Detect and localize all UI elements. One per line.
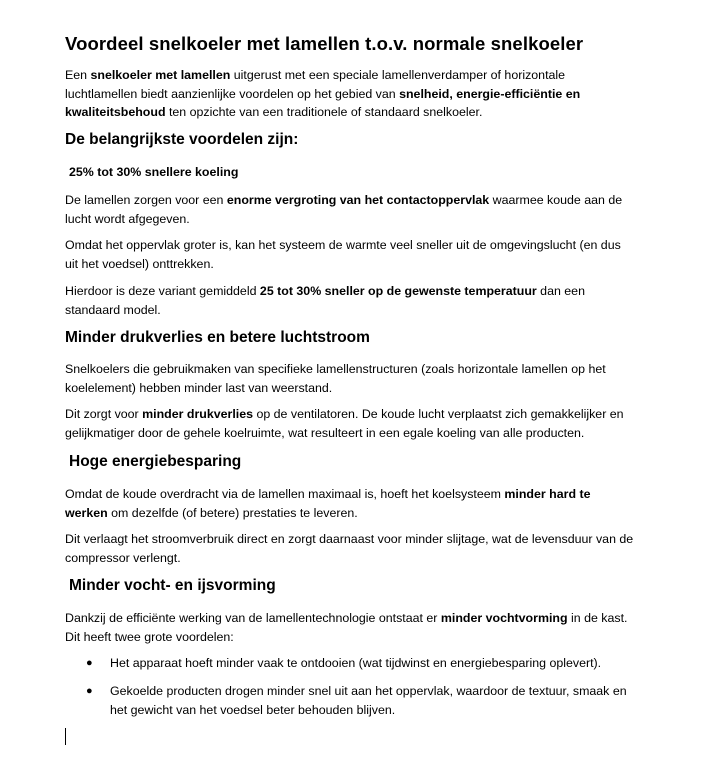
text-run: om dezelfde (of betere) prestaties te leveren. — [107, 505, 358, 520]
section1-paragraph-2: Omdat het oppervlak groter is, kan het systeem de warmte veel sneller uit de omgevingslucht (en dus uit het voedsel) onttrekken. — [65, 238, 621, 271]
list-item-text: Gekoelde producten drogen minder snel uit aan het oppervlak, waardoor de textuur, smaak en het gewicht van het voedsel beter behouden blijven. — [110, 684, 627, 717]
list-item-text: Het apparaat hoeft minder vaak te ontdooien (wat tijdwinst en energiebesparing oplevert). — [110, 656, 602, 670]
text-cursor — [65, 728, 66, 745]
section1-paragraph-1 — [65, 191, 635, 228]
text-run: dan een standaard model. — [65, 284, 585, 317]
text-run: in de kast. Dit heeft twee grote voordelen: — [65, 611, 628, 644]
bold-run: 25% tot 30% snellere koeling — [69, 165, 239, 179]
text-run: uitgerust met een speciale lamellenverdamper of horizontale luchtlamellen biedt aanzienlijke voordelen op het gebied van — [65, 68, 566, 101]
section2-paragraph-1: Snelkoelers die gebruikmaken van specifieke lamellenstructuren (zoals horizontale lamellen op het koelelement) hebben minder last van weerstand. — [65, 362, 606, 395]
bold-run: minder hard te werken — [65, 487, 591, 520]
bold-run: minder vochtvorming — [440, 611, 568, 625]
bullet-icon: ● — [86, 685, 93, 697]
text-run: op de ventilatoren. De koude lucht verplaatst zich gemakkelijker en gelijkmatiger door de gehele koelruimte, wat resulteert in een egale koeling van alle producten. — [65, 407, 624, 440]
section4-paragraph-1 — [65, 609, 635, 646]
text-run: Omdat de koude overdracht via de lamellen maximaal is, hoeft het koelsysteem — [65, 487, 505, 501]
section3-paragraph-1 — [65, 485, 635, 522]
bold-run: snelheid, energie-efficiëntie en kwaliteitsbehoud — [65, 86, 581, 119]
bold-run: minder drukverlies — [142, 407, 253, 421]
intro-paragraph — [65, 66, 635, 122]
bullet-icon: ● — [86, 657, 93, 669]
text-run: De lamellen zorgen voor een — [65, 193, 227, 207]
section1-paragraph-3 — [65, 282, 635, 319]
advantages-heading: De belangrijkste voordelen zijn: — [65, 131, 299, 148]
bold-run: enorme vergroting van het contactoppervlak — [226, 193, 490, 207]
section1-subheading — [69, 163, 639, 182]
text-run: Een — [65, 68, 91, 82]
section3-paragraph-2: Dit verlaagt het stroomverbruik direct en zorgt daarnaast voor minder slijtage, wat de levensduur van de compressor verlengt. — [65, 532, 634, 565]
bold-run: snelkoeler met lamellen — [90, 68, 231, 82]
document-title: Voordeel snelkoeler met lamellen t.o.v. normale snelkoeler — [65, 33, 584, 54]
text-run: Hierdoor is deze variant gemiddeld — [65, 284, 260, 298]
section2-paragraph-2 — [65, 405, 635, 442]
text-run: Dit zorgt voor — [65, 407, 143, 421]
bold-run: 25 tot 30% sneller op de gewenste temperatuur — [259, 284, 537, 298]
section3-heading: Hoge energiebesparing — [69, 453, 242, 470]
text-run: ten opzichte van een traditionele of standaard snelkoeler. — [165, 105, 483, 119]
text-run: waarmee koude aan de lucht wordt afgegeven. — [65, 193, 623, 226]
section4-heading: Minder vocht- en ijsvorming — [69, 577, 276, 594]
text-run: Dankzij de efficiënte werking van de lamellentechnologie ontstaat er — [65, 611, 441, 625]
section2-heading: Minder drukverlies en betere luchtstroom — [65, 329, 370, 346]
